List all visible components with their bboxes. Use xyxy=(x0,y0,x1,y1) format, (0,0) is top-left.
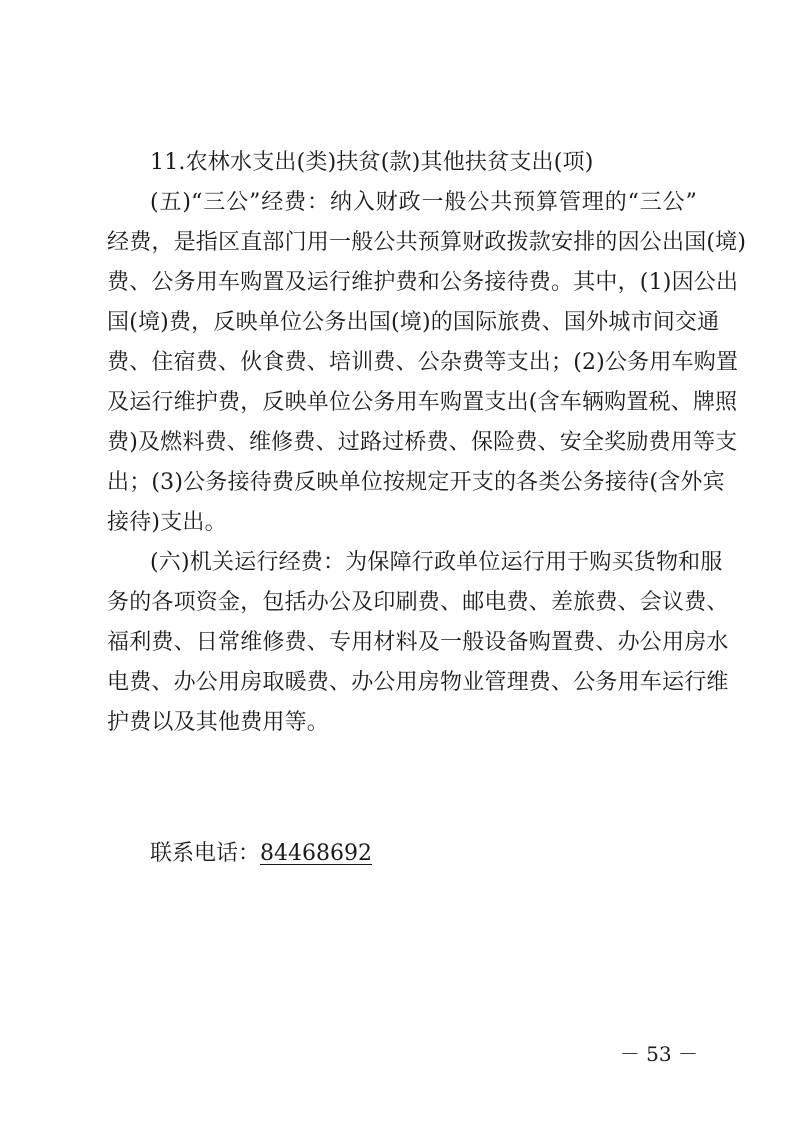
paragraph-operating-line-4: 电费、办公用房取暖费、办公用房物业管理费、公务用车运行维 xyxy=(107,670,729,695)
paragraph-operating-line-2: 务的各项资金，包括办公及印刷费、邮电费、差旅费、会议费、 xyxy=(107,590,729,615)
contact-label: 联系电话： xyxy=(150,841,261,866)
paragraph-operating-line-1: (六)机关运行经费：为保障行政单位运行用于购买货物和服 xyxy=(150,550,723,575)
contact-phone: 84468692 xyxy=(260,841,372,866)
paragraph-san-gong-line-9: 接待)支出。 xyxy=(107,510,227,535)
paragraph-san-gong-line-4: 国(境)费，反映单位公务出国(境)的国际旅费、国外城市间交通 xyxy=(107,310,720,335)
paragraph-san-gong-line-2: 经费，是指区直部门用一般公共预算财政拨款安排的因公出国(境) xyxy=(107,230,747,255)
contact-line xyxy=(150,837,372,871)
paragraph-san-gong-line-1: (五)“三公”经费：纳入财政一般公共预算管理的“三公” xyxy=(150,190,697,215)
paragraph-san-gong-line-6: 及运行维护费，反映单位公务用车购置支出(含车辆购置税、牌照 xyxy=(107,390,738,415)
paragraph-san-gong-line-3: 费、公务用车购置及运行维护费和公务接待费。其中，(1)因公出 xyxy=(107,270,739,295)
paragraph-operating-line-3: 福利费、日常维修费、专用材料及一般设备购置费、办公用房水 xyxy=(107,630,729,655)
paragraph-item-11: 11.农林水支出(类)扶贫(款)其他扶贫支出(项) xyxy=(150,150,594,175)
paragraph-san-gong-line-7: 费)及燃料费、维修费、过路过桥费、保险费、安全奖励费用等支 xyxy=(107,430,738,455)
paragraph-san-gong-line-5: 费、住宿费、伙食费、培训费、公杂费等支出；(2)公务用车购置 xyxy=(107,350,739,375)
paragraph-operating-line-5: 护费以及其他费用等。 xyxy=(107,710,330,735)
paragraph-san-gong-line-8: 出；(3)公务接待费反映单位按规定开支的各类公务接待(含外宾 xyxy=(107,470,725,495)
page-number: － 53 － xyxy=(619,1042,698,1066)
